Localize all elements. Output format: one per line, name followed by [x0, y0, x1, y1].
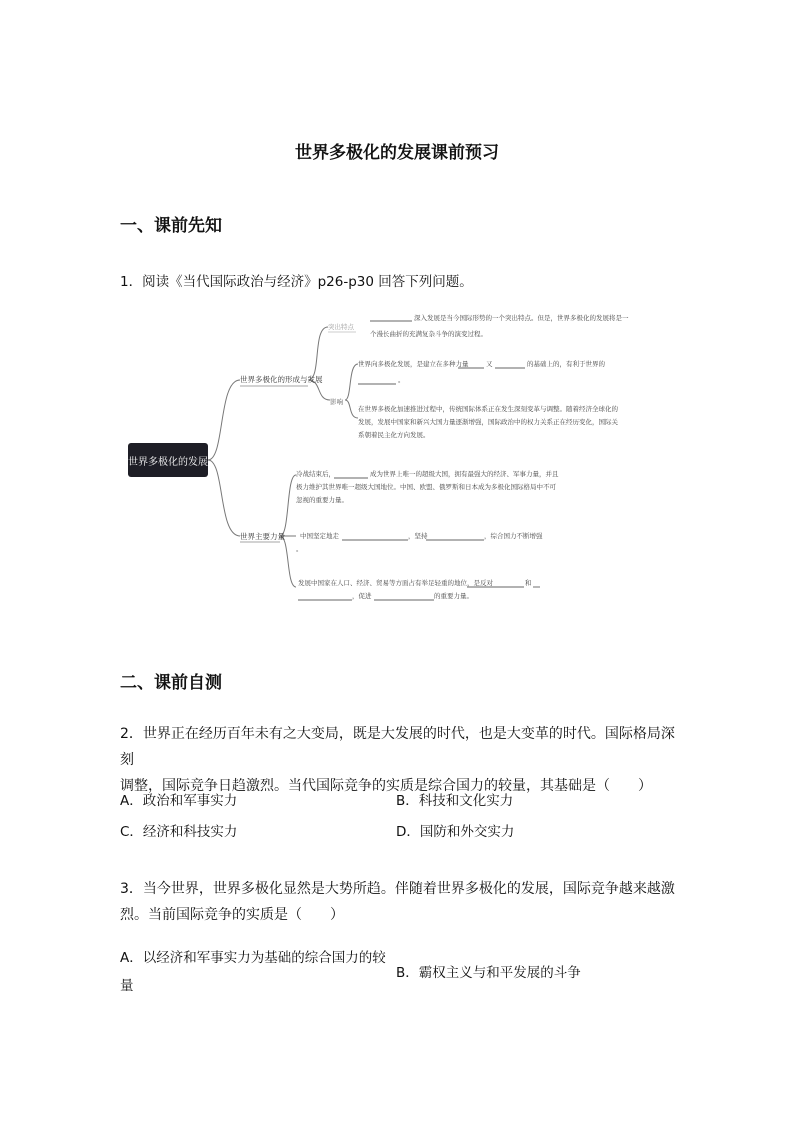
question-3-option-a[interactable] [120, 944, 386, 1000]
branch-formation-label: 世界多极化的形成与发展 [240, 375, 323, 384]
power-3-line-2b: 的重要力量。 [434, 592, 473, 600]
question-3-option-a-line-2: 量 [120, 978, 134, 994]
connector-power-3 [280, 536, 296, 587]
question-2-option-a[interactable]: A．政治和军事实力 [120, 793, 238, 809]
impact-2-line-3: 系朝着民主化方向发展。 [358, 431, 430, 439]
power-2-b: ，坚持 [408, 532, 428, 540]
question-2-option-d[interactable]: D．国防和外交实力 [396, 824, 515, 840]
connector-root-branch2 [208, 460, 240, 536]
question-3-option-a-line-1: A．以经济和军事实力为基础的综合国力的较 [120, 950, 386, 966]
connector-power-1 [280, 475, 296, 536]
question-3-option-b[interactable]: B．霸权主义与和平发展的斗争 [396, 965, 581, 981]
question-3-stem-line-1: 3．当今世界，世界多极化显然是大势所趋。伴随着世界多极化的发展，国际竞争越来越激 [120, 881, 675, 897]
feature-line-2: 个漫长曲折的充满复杂斗争的演变过程。 [370, 330, 487, 338]
impact-1-mid: 又 [486, 360, 493, 368]
page-title: 世界多极化的发展课前预习 [295, 143, 499, 163]
section-heading-self-test: 二、课前自测 [120, 673, 222, 693]
question-3-stem [120, 876, 680, 928]
impact-1-line-1: 世界向多极化发展，是建立在多种力量 [358, 360, 469, 368]
question-2-stem-line-2: 调整，国际竞争日趋激烈。当代国际竞争的实质是综合国力的较量，其基础是（ ） [120, 778, 652, 794]
connector-impact-1 [345, 364, 358, 400]
power-2-c: ，综合国力不断增强 [484, 532, 543, 540]
feature-line-1: 深入发展是当今国际形势的一个突出特点。但是，世界多极化的发展将是一 [414, 314, 629, 322]
question-2-option-b[interactable]: B．科技和文化实力 [396, 793, 514, 809]
mind-map-diagram [0, 300, 794, 620]
power-3-line-1: 发展中国家在人口、经济、贸易等方面占有举足轻重的地位，是反对 [298, 579, 493, 587]
connector-impact-2 [345, 400, 358, 418]
question-2-stem [120, 721, 680, 799]
mind-map-root-label: 世界多极化的发展 [128, 457, 208, 468]
impact-2-line-2: 发展，发展中国家和新兴大国力量逐渐增强，国际政治中的权力关系正在经历变化，国际关 [358, 418, 618, 426]
tag-feature-label: 突出特点 [328, 323, 354, 331]
power-1-line-1a: 冷战结束后， [296, 470, 335, 478]
question-3-stem-line-2: 烈。当前国际竞争的实质是（ ） [120, 907, 344, 923]
question-2-option-c[interactable]: C．经济和科技实力 [120, 824, 238, 840]
connector-feature [308, 327, 328, 380]
impact-1-line-2-end: 。 [398, 376, 405, 384]
impact-2-line-1: 在世界多极化加速推进过程中，传统国际体系正在发生深刻变革与调整。随着经济全球化的 [358, 405, 618, 413]
power-3-mid: 和 [525, 579, 532, 587]
connector-root-branch1 [208, 380, 240, 460]
power-2-line-2: 。 [296, 545, 303, 553]
impact-1-end: 的基础上的，有利于世界的 [527, 360, 605, 368]
question-1: 1．阅读《当代国际政治与经济》p26-p30 回答下列问题。 [120, 274, 473, 290]
power-2-a: 中国坚定地走 [300, 532, 339, 540]
section-heading-preview: 一、课前先知 [120, 216, 222, 236]
power-1-line-3: 忽视的重要力量。 [296, 496, 348, 504]
branch-powers-label: 世界主要力量 [240, 532, 285, 541]
power-1-line-2: 极力维护其世界唯一超级大国地位。中国、欧盟、俄罗斯和日本成为多极化国际格局中不可 [296, 483, 556, 491]
power-1-line-1b: 成为世界上唯一的超级大国，拥有最强大的经济、军事力量，并且 [370, 470, 559, 478]
power-3-line-2a: ，促进 [352, 592, 372, 600]
question-2-stem-line-1: 2．世界正在经历百年未有之大变局，既是大发展的时代，也是大变革的时代。国际格局深刻 [120, 726, 675, 768]
tag-impact-label: 影响 [330, 398, 343, 406]
